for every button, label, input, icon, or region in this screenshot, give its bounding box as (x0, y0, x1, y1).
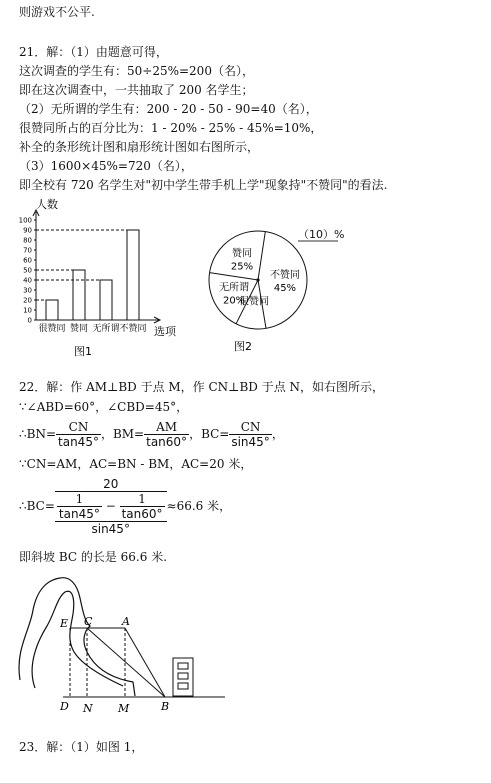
y-tick-label: 20 (23, 296, 32, 305)
slice-label: 赞同 (232, 248, 253, 260)
bar-无所谓 (100, 280, 112, 320)
pie-annotation-underline (298, 240, 343, 244)
y-tick-label: 40 (23, 276, 32, 285)
y-tick-label: 80 (23, 236, 32, 245)
pie-chart-plot (209, 231, 307, 329)
y-tick-label: 70 (23, 246, 32, 255)
pie-chart-caption: 图2 (234, 340, 252, 353)
q21-line-6: 补全的条形统计图和扇形统计图如右图所示， (19, 140, 260, 154)
x-tick-label: 赞同 (69, 324, 89, 334)
geometry-figure (15, 570, 235, 720)
line-game-unfair: 则游戏不公平. (19, 5, 95, 19)
slice-percent: 20% (222, 295, 246, 307)
bar-赞同 (73, 270, 85, 320)
y-tick-label: 50 (23, 266, 32, 275)
bar-chart-plot (19, 210, 160, 334)
q21-line-2: 这次调查的学生有：50÷25%=200（名）， (19, 64, 254, 78)
bar-不赞同 (127, 230, 139, 320)
q22-line-3: ∵CN=AM，AC=BN - BM，AC=20 米， (19, 457, 253, 471)
q21-line-8: 即全校有 720 名学生对"初中学生带手机上学"现象持"不赞同"的看法. (19, 178, 388, 192)
y-tick-label: 0 (27, 316, 32, 325)
bar-chart-caption: 图1 (74, 345, 92, 358)
slice-percent: 25% (230, 261, 254, 273)
q21-heading: 21．解：（1）由题意可得， (19, 45, 168, 59)
x-tick-label: 很赞同 (38, 324, 66, 334)
equation-bc: ∴BC= 20 $\frac{1}{\tan 45^\circ}$ − $\frac{1}{\tan 60^\circ}$ sin45° ≈66.6 米， (19, 477, 232, 536)
segment-ab (125, 628, 165, 697)
label-b: B (161, 700, 170, 713)
hill-inner (32, 591, 123, 688)
q22-conclusion: 即斜坡 BC 的长是 66.6 米. (19, 550, 168, 564)
y-tick-label: 30 (23, 286, 32, 295)
label-d: D (60, 700, 69, 713)
q21-line-3: 即在这次调查中，一共抽取了 200 名学生； (19, 83, 254, 97)
bar-chart-ylabel: 人数 (36, 198, 58, 211)
label-a: A (122, 615, 130, 628)
label-m: M (118, 702, 130, 715)
pie-center (256, 278, 259, 281)
y-tick-label: 10 (23, 306, 32, 315)
segment-cb (87, 628, 165, 697)
bar-很赞同 (46, 300, 58, 320)
equation-bn-bm-bc: ∴BN= $\frac{CN}{\tan 45^\circ}$ ，BM= $\frac{AM}{\tan 60^\circ}$ ，BC= $\frac{CN}{\sin 45^\circ}$ ， (19, 420, 284, 449)
slice-label: 不赞同 (269, 269, 300, 281)
q22-line-2: ∵∠ABD=60°，∠CBD=45°， (19, 400, 189, 414)
q23-heading: 23．解：（1）如图 1， (19, 740, 144, 754)
label-n: N (83, 702, 93, 715)
label-c: C (84, 615, 93, 628)
y-tick-label: 100 (18, 216, 32, 225)
y-tick-label: 90 (23, 226, 32, 235)
slice-label: 无所谓 (219, 282, 250, 294)
slice-percent: 45% (273, 282, 297, 294)
bar-chart-figure1 (14, 198, 200, 360)
label-e: E (60, 617, 69, 630)
q21-line-4: （2）无所谓的学生有：200 - 20 - 50 - 90=40（名）， (19, 102, 318, 116)
x-tick-label: 无所谓 (92, 324, 120, 334)
slice-label: 很赞同 (238, 296, 269, 308)
y-tick-label: 60 (23, 256, 32, 265)
pie-annotation: （10）% (298, 228, 345, 241)
x-tick-label: 不赞同 (119, 324, 147, 334)
building (173, 658, 193, 696)
q22-heading: 22．解：作 AM⊥BD 于点 M，作 CN⊥BD 于点 N，如右图所示， (19, 380, 385, 394)
q21-line-7: （3）1600×45%=720（名）， (19, 159, 193, 173)
q21-line-5: 很赞同所占的百分比为：1 - 20% - 25% - 45%=10%， (19, 121, 323, 135)
bar-chart-xlabel: 选项 (154, 325, 176, 338)
hill-outline (19, 578, 135, 696)
